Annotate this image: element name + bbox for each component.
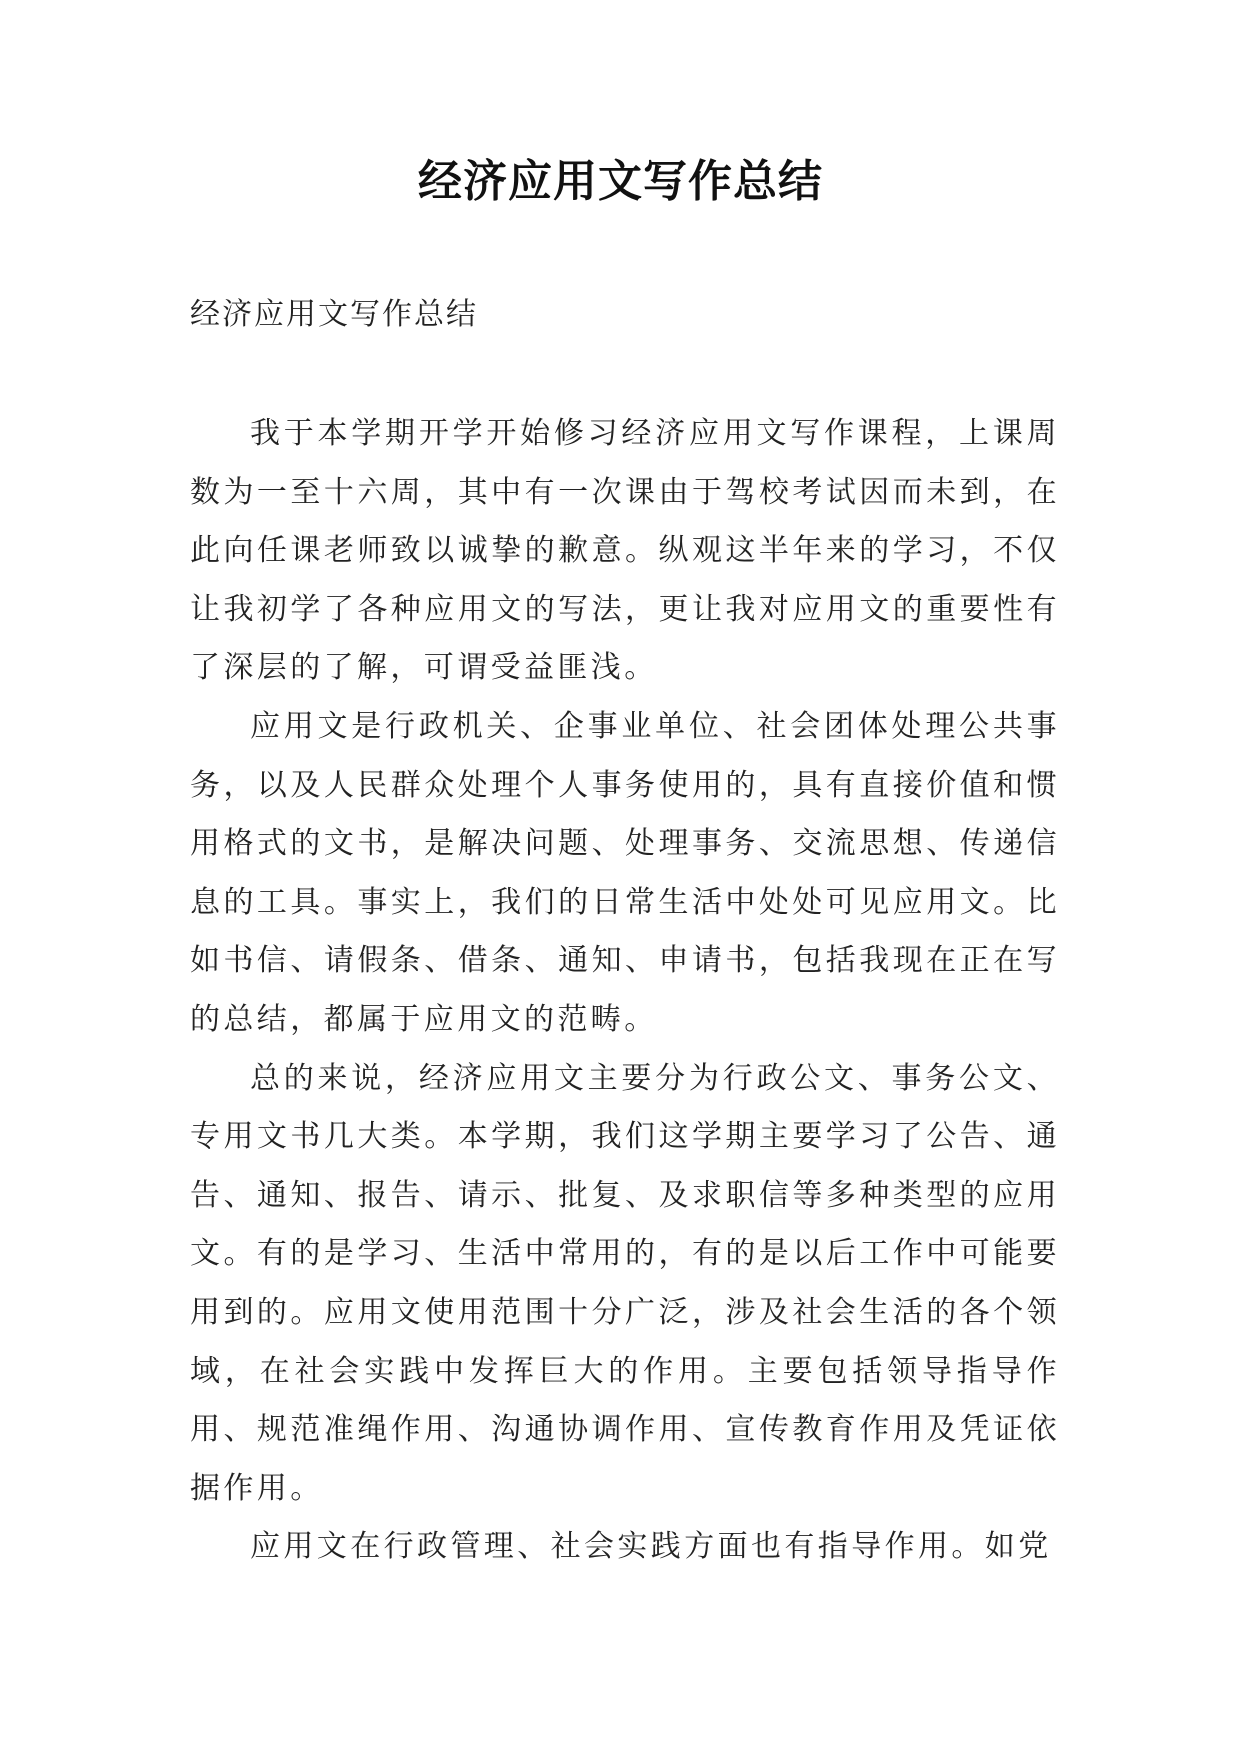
paragraph-4: 应用文在行政管理、社会实践方面也有指导作用。如党 (250, 1529, 1052, 1565)
document-subtitle: 经济应用文写作总结 (190, 297, 478, 332)
paragraph-3: 总的来说，经济应用文主要分为行政公文、事务公文、专用文书几大类。本学期，我们这学期主要学习了公告、通告、通知、报告、请示、批复、及求职信等多种类型的应用文。有的是学习、生活中常用的，有的是以后工作中可能要用到的。应用文使用范围十分广泛，涉及社会生活的各个领域，在社会实践中发挥巨大的作用。主要包括领导指导作用、规范准绳作用、沟通协调作用、宣传教育作用及凭证依据作用。 (190, 1060, 1060, 1506)
document-title: 经济应用文写作总结 (418, 156, 823, 207)
paragraph-1: 我于本学期开学开始修习经济应用文写作课程，上课周数为一至十六周，其中有一次课由于驾校考试因而未到，在此向任课老师致以诚挚的歉意。纵观这半年来的学习，不仅让我初学了各种应用文的写法，更让我对应用文的重要性有了深层的了解，可谓受益匪浅。 (190, 416, 1060, 686)
document-body (190, 405, 1060, 1577)
paragraph-2: 应用文是行政机关、企事业单位、社会团体处理公共事务，以及人民群众处理个人事务使用的，具有直接价值和惯用格式的文书，是解决问题、处理事务、交流思想、传递信息的工具。事实上，我们的日常生活中处处可见应用文。比如书信、请假条、借条、通知、申请书，包括我现在正在写的总结，都属于应用文的范畴。 (190, 708, 1060, 1037)
